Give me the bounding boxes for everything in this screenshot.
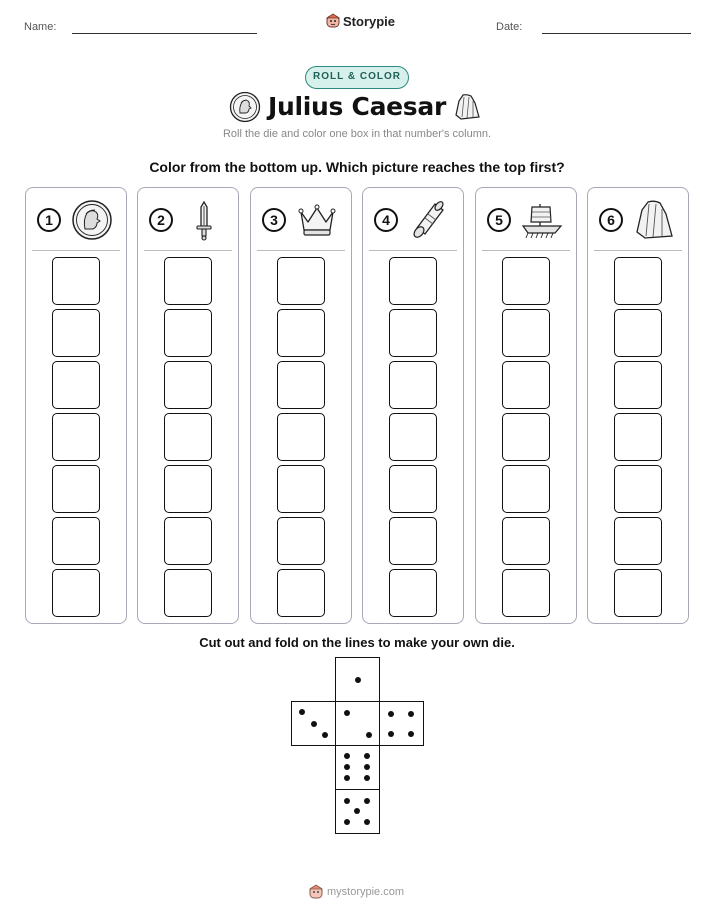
roll-and-color-badge: ROLL & COLOR <box>305 66 409 89</box>
column-divider <box>594 250 682 251</box>
color-box[interactable] <box>52 517 100 565</box>
column-number: 5 <box>487 208 511 232</box>
die-face-six <box>335 745 380 790</box>
color-box[interactable] <box>277 361 325 409</box>
column-divider <box>482 250 570 251</box>
die-pip <box>355 677 361 683</box>
die-pip <box>354 808 360 814</box>
column-3 <box>250 187 352 624</box>
brand-name: Storypie <box>343 13 396 29</box>
name-line[interactable] <box>72 33 257 34</box>
color-box[interactable] <box>614 413 662 461</box>
die-pip <box>322 732 328 738</box>
color-box[interactable] <box>164 569 212 617</box>
color-box[interactable] <box>52 465 100 513</box>
die-pip <box>344 710 350 716</box>
color-box[interactable] <box>164 361 212 409</box>
die-pip <box>364 764 370 770</box>
color-box[interactable] <box>277 465 325 513</box>
color-box[interactable] <box>502 413 550 461</box>
color-box[interactable] <box>614 569 662 617</box>
color-box[interactable] <box>502 465 550 513</box>
page-title: Julius Caesar <box>268 92 446 121</box>
die-pip <box>388 711 394 717</box>
die-pip <box>344 819 350 825</box>
die-pip <box>364 798 370 804</box>
color-box[interactable] <box>614 361 662 409</box>
column-divider <box>257 250 345 251</box>
die-pip <box>408 711 414 717</box>
column-number: 2 <box>149 208 173 232</box>
color-box[interactable] <box>389 257 437 305</box>
color-box[interactable] <box>52 569 100 617</box>
color-box[interactable] <box>614 309 662 357</box>
color-box[interactable] <box>164 257 212 305</box>
color-box[interactable] <box>389 569 437 617</box>
die-pip <box>388 731 394 737</box>
die-face-one <box>335 657 380 702</box>
color-box[interactable] <box>614 517 662 565</box>
color-box[interactable] <box>277 413 325 461</box>
die-pip <box>364 775 370 781</box>
color-box[interactable] <box>52 361 100 409</box>
footer-url[interactable]: mystorypie.com <box>327 886 405 898</box>
subtitle: Roll the die and color one box in that number's column. <box>222 128 492 140</box>
crown-icon <box>295 198 339 242</box>
color-box[interactable] <box>52 257 100 305</box>
die-pip <box>366 732 372 738</box>
column-number: 6 <box>599 208 623 232</box>
column-divider <box>144 250 232 251</box>
color-box[interactable] <box>502 569 550 617</box>
color-box[interactable] <box>614 257 662 305</box>
color-box[interactable] <box>389 465 437 513</box>
die-pip <box>299 709 305 715</box>
die-pip <box>344 775 350 781</box>
color-box[interactable] <box>277 309 325 357</box>
column-divider <box>32 250 120 251</box>
column-number: 3 <box>262 208 286 232</box>
die-pip <box>311 721 317 727</box>
die-pip <box>408 731 414 737</box>
die-face-four <box>379 701 424 746</box>
cut-instruction: Cut out and fold on the lines to make your own die. <box>199 635 515 650</box>
storypie-mascot-icon <box>309 884 323 900</box>
die-face-two <box>335 701 380 746</box>
column-number: 1 <box>37 208 61 232</box>
color-box[interactable] <box>502 361 550 409</box>
color-box[interactable] <box>277 569 325 617</box>
date-line[interactable] <box>542 33 691 34</box>
color-box[interactable] <box>164 413 212 461</box>
coin-icon <box>70 198 114 242</box>
color-box[interactable] <box>389 361 437 409</box>
scroll-icon <box>407 198 451 242</box>
color-box[interactable] <box>502 517 550 565</box>
column-divider <box>369 250 457 251</box>
color-box[interactable] <box>164 309 212 357</box>
color-box[interactable] <box>614 465 662 513</box>
color-box[interactable] <box>52 413 100 461</box>
color-box[interactable] <box>389 309 437 357</box>
footer <box>309 884 404 900</box>
cape-icon <box>632 198 676 242</box>
color-box[interactable] <box>502 309 550 357</box>
date-label: Date: <box>496 21 523 33</box>
die-face-three <box>291 701 336 746</box>
color-box[interactable] <box>164 465 212 513</box>
column-number: 4 <box>374 208 398 232</box>
die-face-five <box>335 789 380 834</box>
ship-icon <box>520 198 564 242</box>
column-1 <box>25 187 127 624</box>
die-pip <box>344 753 350 759</box>
color-box[interactable] <box>502 257 550 305</box>
die-pip <box>344 764 350 770</box>
color-box[interactable] <box>52 309 100 357</box>
color-box[interactable] <box>389 413 437 461</box>
color-box[interactable] <box>277 517 325 565</box>
die-pip <box>364 753 370 759</box>
column-4 <box>362 187 464 624</box>
instruction-text: Color from the bottom up. Which picture reaches the top first? <box>149 159 565 175</box>
column-5 <box>475 187 577 624</box>
name-label: Name: <box>24 21 57 33</box>
cape-icon <box>453 93 481 121</box>
die-pip <box>364 819 370 825</box>
color-box[interactable] <box>164 517 212 565</box>
die-pip <box>344 798 350 804</box>
column-2 <box>137 187 239 624</box>
column-6 <box>587 187 689 624</box>
brand-logo <box>326 13 395 29</box>
color-box[interactable] <box>277 257 325 305</box>
storypie-mascot-icon <box>326 13 340 29</box>
color-box[interactable] <box>389 517 437 565</box>
sword-icon <box>182 198 226 242</box>
